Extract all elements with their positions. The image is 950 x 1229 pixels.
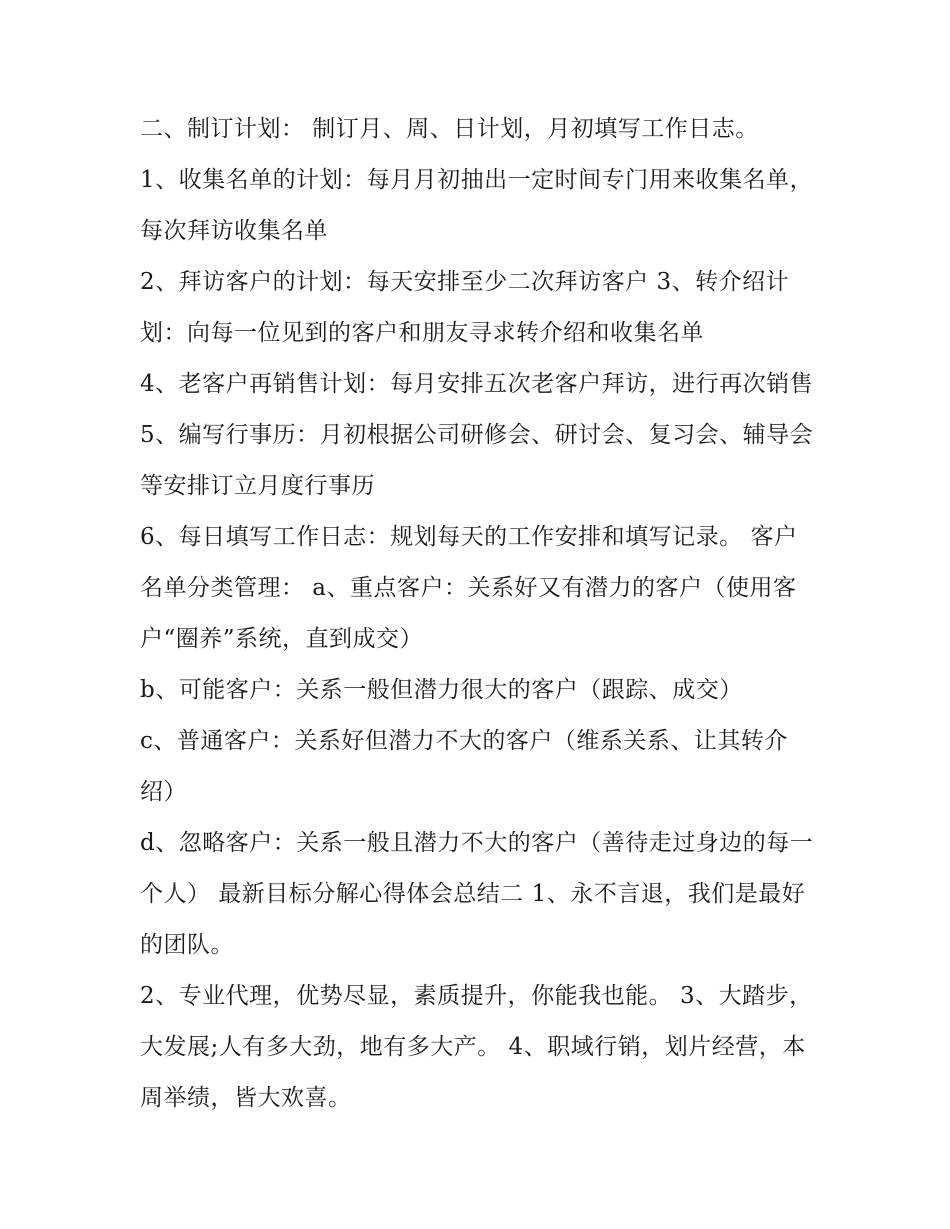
paragraph-ignored-clients: d、忽略客户：关系一般且潜力不大的客户（善待走过身边的每一个人） 最新目标分解心得体会总结二 1、永不言退，我们是最好的团队。 [140, 830, 814, 958]
paragraph-plan-heading: 二、制订计划： 制订月、周、日计划，月初填写工作日志。 [140, 116, 759, 142]
paragraph-ordinary-clients: c、普通客户：关系好但潜力不大的客户（维系关系、让其转介绍） [140, 728, 788, 805]
document-body [140, 104, 820, 1124]
paragraph-slogans: 2、专业代理，优势尽显，素质提升，你能我也能。 3、大踏步，大发展;人有多大劲，地有多大产。 4、职域行销，划片经营，本周举绩，皆大欢喜。 [140, 983, 813, 1111]
paragraph-resale-calendar: 4、老客户再销售计划：每月安排五次老客户拜访，进行再次销售 5、编写行事历：月初根据公司研修会、研讨会、复习会、辅导会等安排订立月度行事历 [140, 371, 814, 499]
paragraph-collect-names: 1、收集名单的计划：每月月初抽出一定时间专门用来收集名单，每次拜访收集名单 [140, 167, 814, 244]
paragraph-visit-clients: 2、拜访客户的计划：每天安排至少二次拜访客户 3、转介绍计划：向每一位见到的客户和朋友寻求转介绍和收集名单 [140, 269, 790, 346]
paragraph-possible-clients: b、可能客户：关系一般但潜力很大的客户（跟踪、成交） [140, 677, 743, 703]
paragraph-daily-log: 6、每日填写工作日志：规划每天的工作安排和填写记录。 客户名单分类管理： a、重点客户：关系好又有潜力的客户（使用客户“圈养”系统，直到成交） [140, 524, 798, 652]
